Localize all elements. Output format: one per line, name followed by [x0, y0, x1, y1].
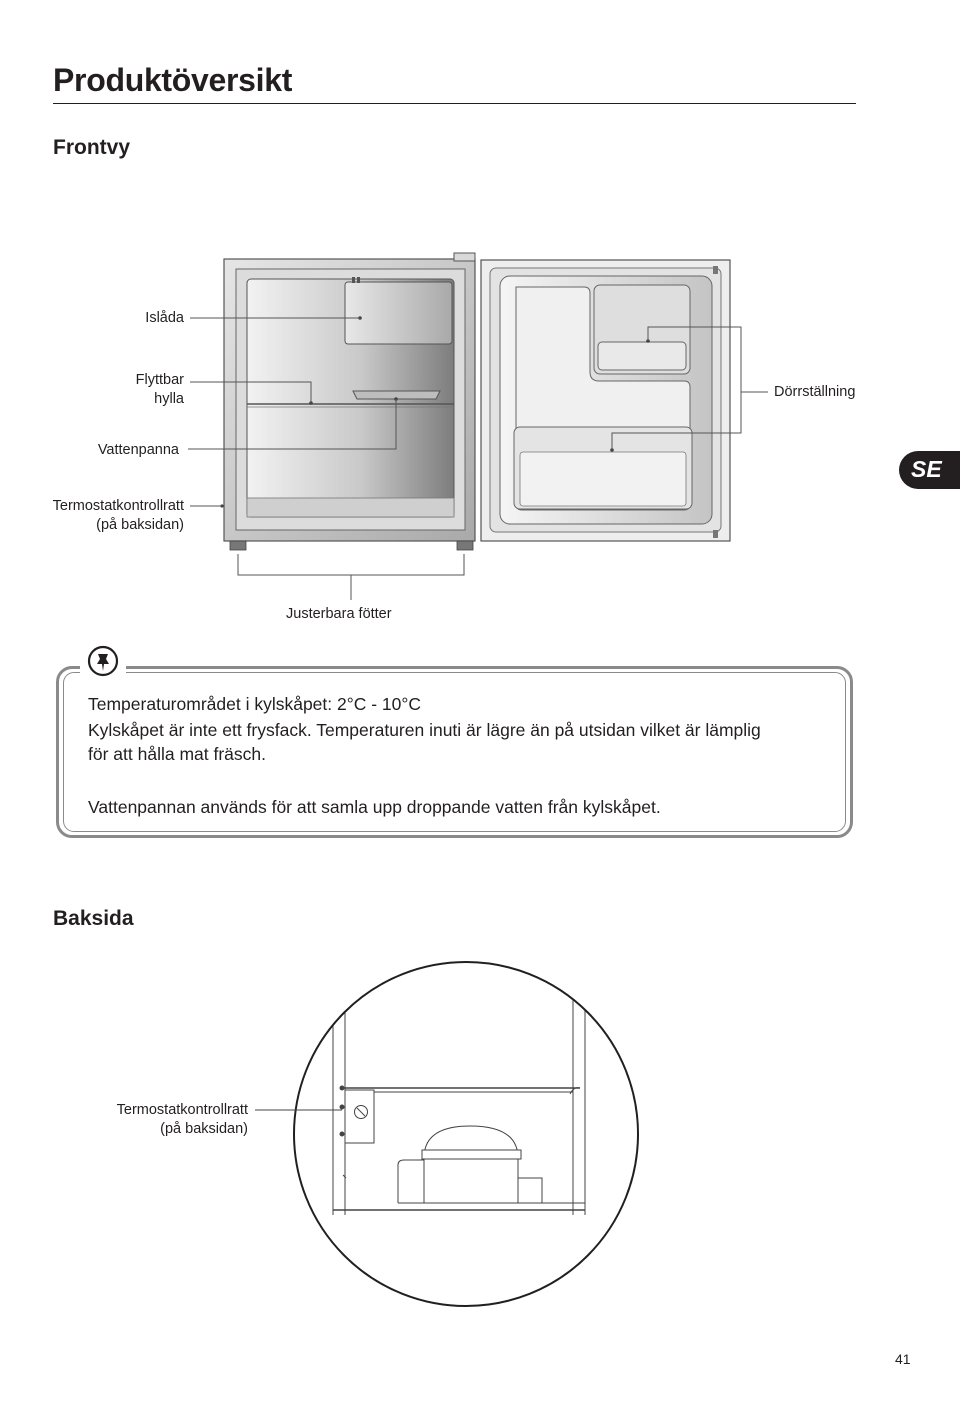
door-shelves-label: Dörrställning: [774, 384, 856, 400]
drip-tray-label: Vattenpanna: [97, 442, 179, 458]
note-line-3: för att hålla mat fräsch.: [88, 744, 266, 764]
compressor: [398, 1126, 585, 1203]
shelf-label-line2: hylla: [154, 391, 184, 407]
back-view-heading: Baksida: [53, 907, 134, 930]
note-line-4: Vattenpannan används för att samla upp droppande vatten från kylskåpet.: [88, 797, 661, 817]
feet-label: Justerbara fötter: [286, 606, 392, 622]
thermostat-label-line1: Termostatkontrollratt: [52, 498, 184, 514]
page-title: Produktöversikt: [53, 62, 293, 98]
shelf-label-line1: Flyttbar: [135, 372, 184, 388]
language-tab-label: SE: [911, 456, 942, 482]
note-line-1: Temperaturområdet i kylskåpet: 2°C - 10°C: [88, 694, 422, 714]
ice-box-label: Islåda: [145, 310, 184, 326]
front-view-heading: Frontvy: [53, 136, 131, 159]
thermostat-label-line2: (på baksidan): [96, 517, 184, 533]
thermostat-knob: [345, 1090, 374, 1143]
back-thermostat-label-line2: (på baksidan): [160, 1121, 248, 1137]
note-line-2: Kylskåpet är inte ett frysfack. Temperaturen inuti är lägre än på utsidan vilket är lämplig: [88, 720, 761, 740]
back-thermostat-label-line1: Termostatkontrollratt: [116, 1102, 248, 1118]
page-number: 41: [895, 1351, 911, 1367]
